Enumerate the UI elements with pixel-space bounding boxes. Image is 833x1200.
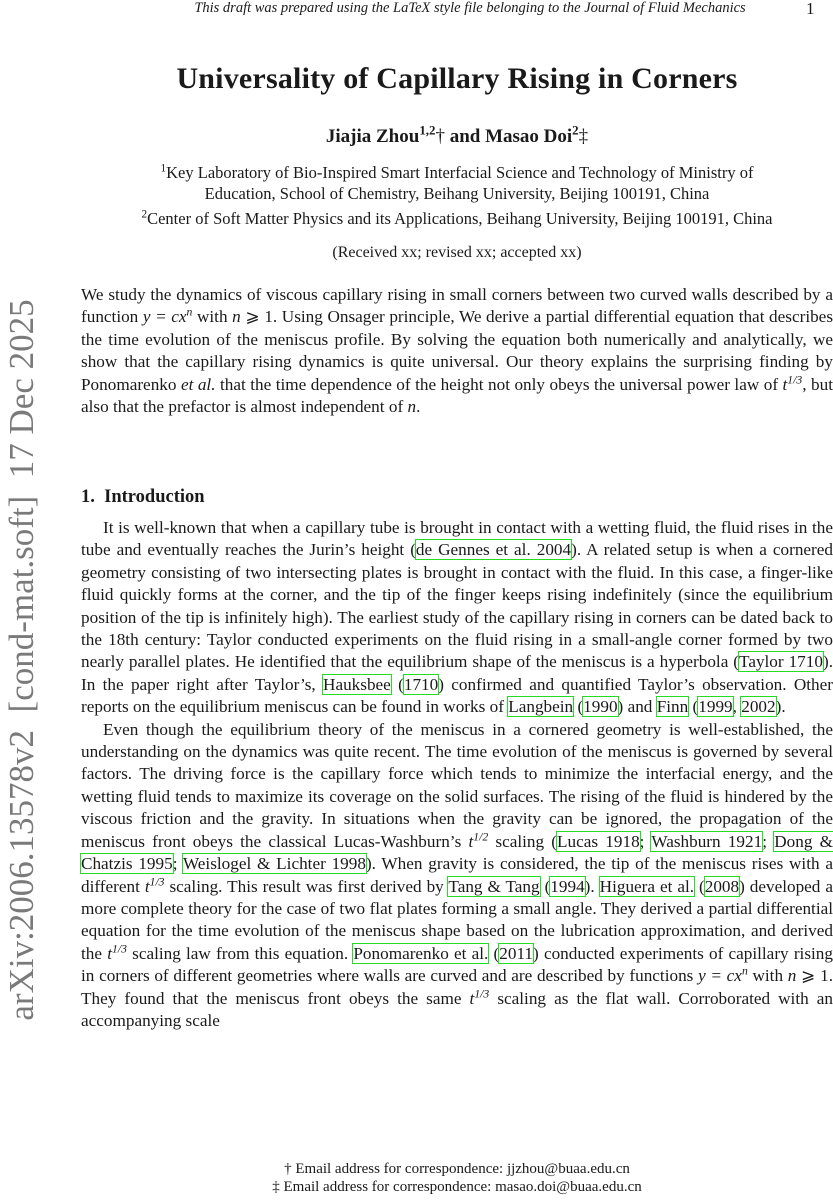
- text-run: .: [416, 397, 421, 417]
- citation-link[interactable]: 2002: [741, 697, 776, 717]
- math-superscript: 1/3: [111, 941, 127, 955]
- text-run: ,: [732, 697, 742, 717]
- text-run: ;: [172, 854, 183, 874]
- math-superscript: n: [186, 305, 193, 319]
- author-name: Jiajia Zhou: [325, 126, 420, 147]
- citation-link[interactable]: Finn: [656, 697, 689, 717]
- affiliation-2: [81, 208, 833, 229]
- citation-link[interactable]: Ponomarenko et al.: [353, 943, 489, 963]
- text-run: (: [688, 697, 699, 717]
- text-run: We study the dynamics of viscous capillary rising in small corners between two curved walls described by a function: [81, 285, 833, 327]
- section-heading: [81, 487, 205, 508]
- text-run: (: [694, 876, 705, 896]
- text-run: (: [539, 876, 551, 896]
- received-dates: (Received xx; revised xx; accepted xx): [332, 244, 582, 261]
- section-number: 1.: [81, 487, 95, 507]
- math-text: t: [468, 831, 474, 851]
- text-run: with: [747, 966, 788, 986]
- citation-link[interactable]: 2008: [704, 876, 740, 896]
- author-affiliation-mark: 1,2: [419, 122, 436, 138]
- math-superscript: 1/3: [474, 986, 490, 1000]
- text-run: ). A related setup is when a cornered geometry consisting of two intersecting plates is brought in contact with the fluid. In this case, a finger-like fluid quickly forms at the corner, and the tip of the finger keeps rising indefinitely (since the equilibrium position of the tip is infinitely high). The earliest study of the capillary rising in corners can be dated back to the 18th century: Taylor conducted experiments on the fluid rising in a small-angle corner formed by two nearly parallel plates. He identified that the equilibrium shape of the meniscus is a hyperbola (: [81, 540, 833, 672]
- text-run: It is well-known that when a capillary tube is brought in contact with a wetting fluid, the fluid rises in the tube and eventually reaches the Jurin’s height (: [81, 518, 833, 560]
- paper-title: Universality of Capillary Rising in Corners: [176, 62, 738, 95]
- text-run: (: [390, 674, 404, 694]
- affiliation-line: Center of Soft Matter Physics and its Applications, Beihang University, Beijing 100191, China: [147, 209, 773, 228]
- paragraph: [81, 517, 833, 719]
- math-superscript: 1/3: [787, 372, 803, 386]
- footnote-mark: †: [435, 126, 445, 147]
- text-run: ) and: [617, 697, 657, 717]
- section-title: Introduction: [104, 487, 205, 507]
- citation-link[interactable]: Higuera et al.: [599, 876, 695, 896]
- math-text: t: [782, 374, 788, 394]
- citation-link[interactable]: Tang & Tang: [448, 876, 540, 896]
- introduction-body: [81, 517, 833, 1032]
- text-run: with: [192, 307, 233, 327]
- citation-link[interactable]: 1990: [583, 697, 618, 717]
- citation-link[interactable]: de Gennes et al. 2004: [415, 540, 572, 560]
- text-run: scaling. This result was first derived by: [164, 876, 449, 896]
- text-run: ⩾ 1. They found that the meniscus front obeys the same: [81, 966, 833, 1008]
- citation-link[interactable]: Washburn 1921: [651, 831, 763, 851]
- text-run: scaling (: [488, 831, 558, 851]
- citation-link[interactable]: Weislogel & Lichter 1998: [182, 854, 366, 874]
- citation-link[interactable]: Taylor 1710: [739, 652, 823, 672]
- author-name: Masao Doi: [485, 126, 573, 147]
- author-conjunction: and: [449, 126, 481, 147]
- text-run: ) conducted experiments of capillary rising in corners of different geometries where walls are curved and are described by functions: [81, 943, 833, 986]
- paragraph: [81, 719, 833, 1033]
- text-run: , but also that the prefactor is almost independent of: [81, 374, 833, 417]
- text-run: ). In the paper right after Taylor’s,: [81, 652, 833, 694]
- citation-link[interactable]: Hauksbee: [323, 674, 391, 694]
- math-text: t: [469, 988, 475, 1008]
- text-run: Even though the equilibrium theory of the meniscus in a cornered geometry is well-established, the understanding on the dynamics was quite recent. The time evolution of the meniscus is governed by several factors. The driving force is the capillary force which tends to minimize the interfacial energy, and the wetting fluid tends to maximize its coverage on the solid surfaces. The rising of the fluid is hindered by the viscous friction and the gravity. In situations when the gravity can be ignored, the propagation of the meniscus front obeys the classical Lucas-Washburn’s: [81, 719, 833, 851]
- abstract: [81, 284, 833, 418]
- citation-link[interactable]: 2011: [499, 943, 534, 963]
- citation-link[interactable]: Langbein: [508, 697, 574, 717]
- text-run: scaling law from this equation.: [126, 943, 354, 963]
- text-run: (: [488, 943, 500, 963]
- author-list: [81, 122, 833, 148]
- text-run: that the time dependence of the height not only obeys the universal power law of: [215, 374, 783, 394]
- citation-link[interactable]: Dong & Chatzis 1995: [81, 831, 833, 874]
- footnote-mark: ‡: [578, 126, 589, 147]
- text-run: (: [573, 697, 584, 717]
- footnotes: [81, 1160, 833, 1196]
- math-text: et al.: [180, 374, 216, 394]
- affiliation-line: Key Laboratory of Bio-Inspired Smart Interfacial Science and Technology of Ministry of: [166, 163, 754, 182]
- citation-link[interactable]: 1710: [403, 674, 439, 694]
- text-run: ;: [762, 831, 775, 851]
- math-text: y = cx: [698, 966, 742, 986]
- text-run: ).: [775, 697, 786, 717]
- math-superscript: n: [741, 964, 748, 978]
- text-run: ;: [639, 831, 652, 851]
- page-number: 1: [806, 0, 815, 18]
- footnote-email-1: † Email address for correspondence: jjzhou@buaa.edu.cn: [284, 1161, 630, 1177]
- affiliation-number: 2: [141, 208, 148, 221]
- text-run: ⩾ 1. Using Onsager principle, We derive a partial differential equation that describes the time evolution of the meniscus profile. By solving the equation both numerically and analytically, we show that the capillary rising dynamics is quite universal. Our theory explains the surprising finding by Ponomarenko: [81, 307, 833, 394]
- math-text: n: [787, 966, 797, 986]
- text-run: ). When gravity is considered, the tip of the meniscus rises with a different: [81, 854, 833, 896]
- math-text: t: [144, 876, 150, 896]
- affiliation-line: Education, School of Chemistry, Beihang University, Beijing 100191, China: [204, 184, 710, 203]
- math-superscript: 1/2: [473, 829, 489, 843]
- math-text: y = cx: [142, 307, 187, 327]
- math-text: n: [232, 307, 241, 327]
- citation-link[interactable]: 1999: [698, 697, 733, 717]
- math-text: t: [107, 943, 112, 963]
- citation-link[interactable]: 1994: [550, 876, 585, 896]
- author-affiliation-mark: 2: [572, 122, 579, 138]
- footnote-email-2: ‡ Email address for correspondence: masao.doi@buaa.edu.cn: [272, 1179, 642, 1195]
- text-run: scaling as the flat wall. Corroborated with an accompanying scale: [81, 988, 833, 1030]
- math-text: n: [407, 397, 417, 417]
- affiliation-number: 1: [160, 162, 167, 175]
- text-run: ).: [584, 876, 600, 896]
- running-head: This draft was prepared using the LaTeX style file belonging to the Journal of Fluid Mechanics: [194, 0, 746, 16]
- text-run: ) confirmed and quantified Taylor’s observation. Other reports on the equilibrium meniscus can be found in works of: [81, 674, 833, 717]
- math-superscript: 1/3: [149, 874, 165, 888]
- text-run: ) developed a more complete theory for the case of two flat plates forming a small angle. They derived a partial differential equation for the time evolution of the meniscus shape based on the lubrication approximation, and derived the: [81, 876, 833, 963]
- arxiv-stamp: arXiv:2006.13578v2 [cond-mat.soft] 17 Dec 2025: [2, 299, 41, 1021]
- affiliation-1: [81, 162, 833, 204]
- citation-link[interactable]: Lucas 1918: [557, 831, 640, 851]
